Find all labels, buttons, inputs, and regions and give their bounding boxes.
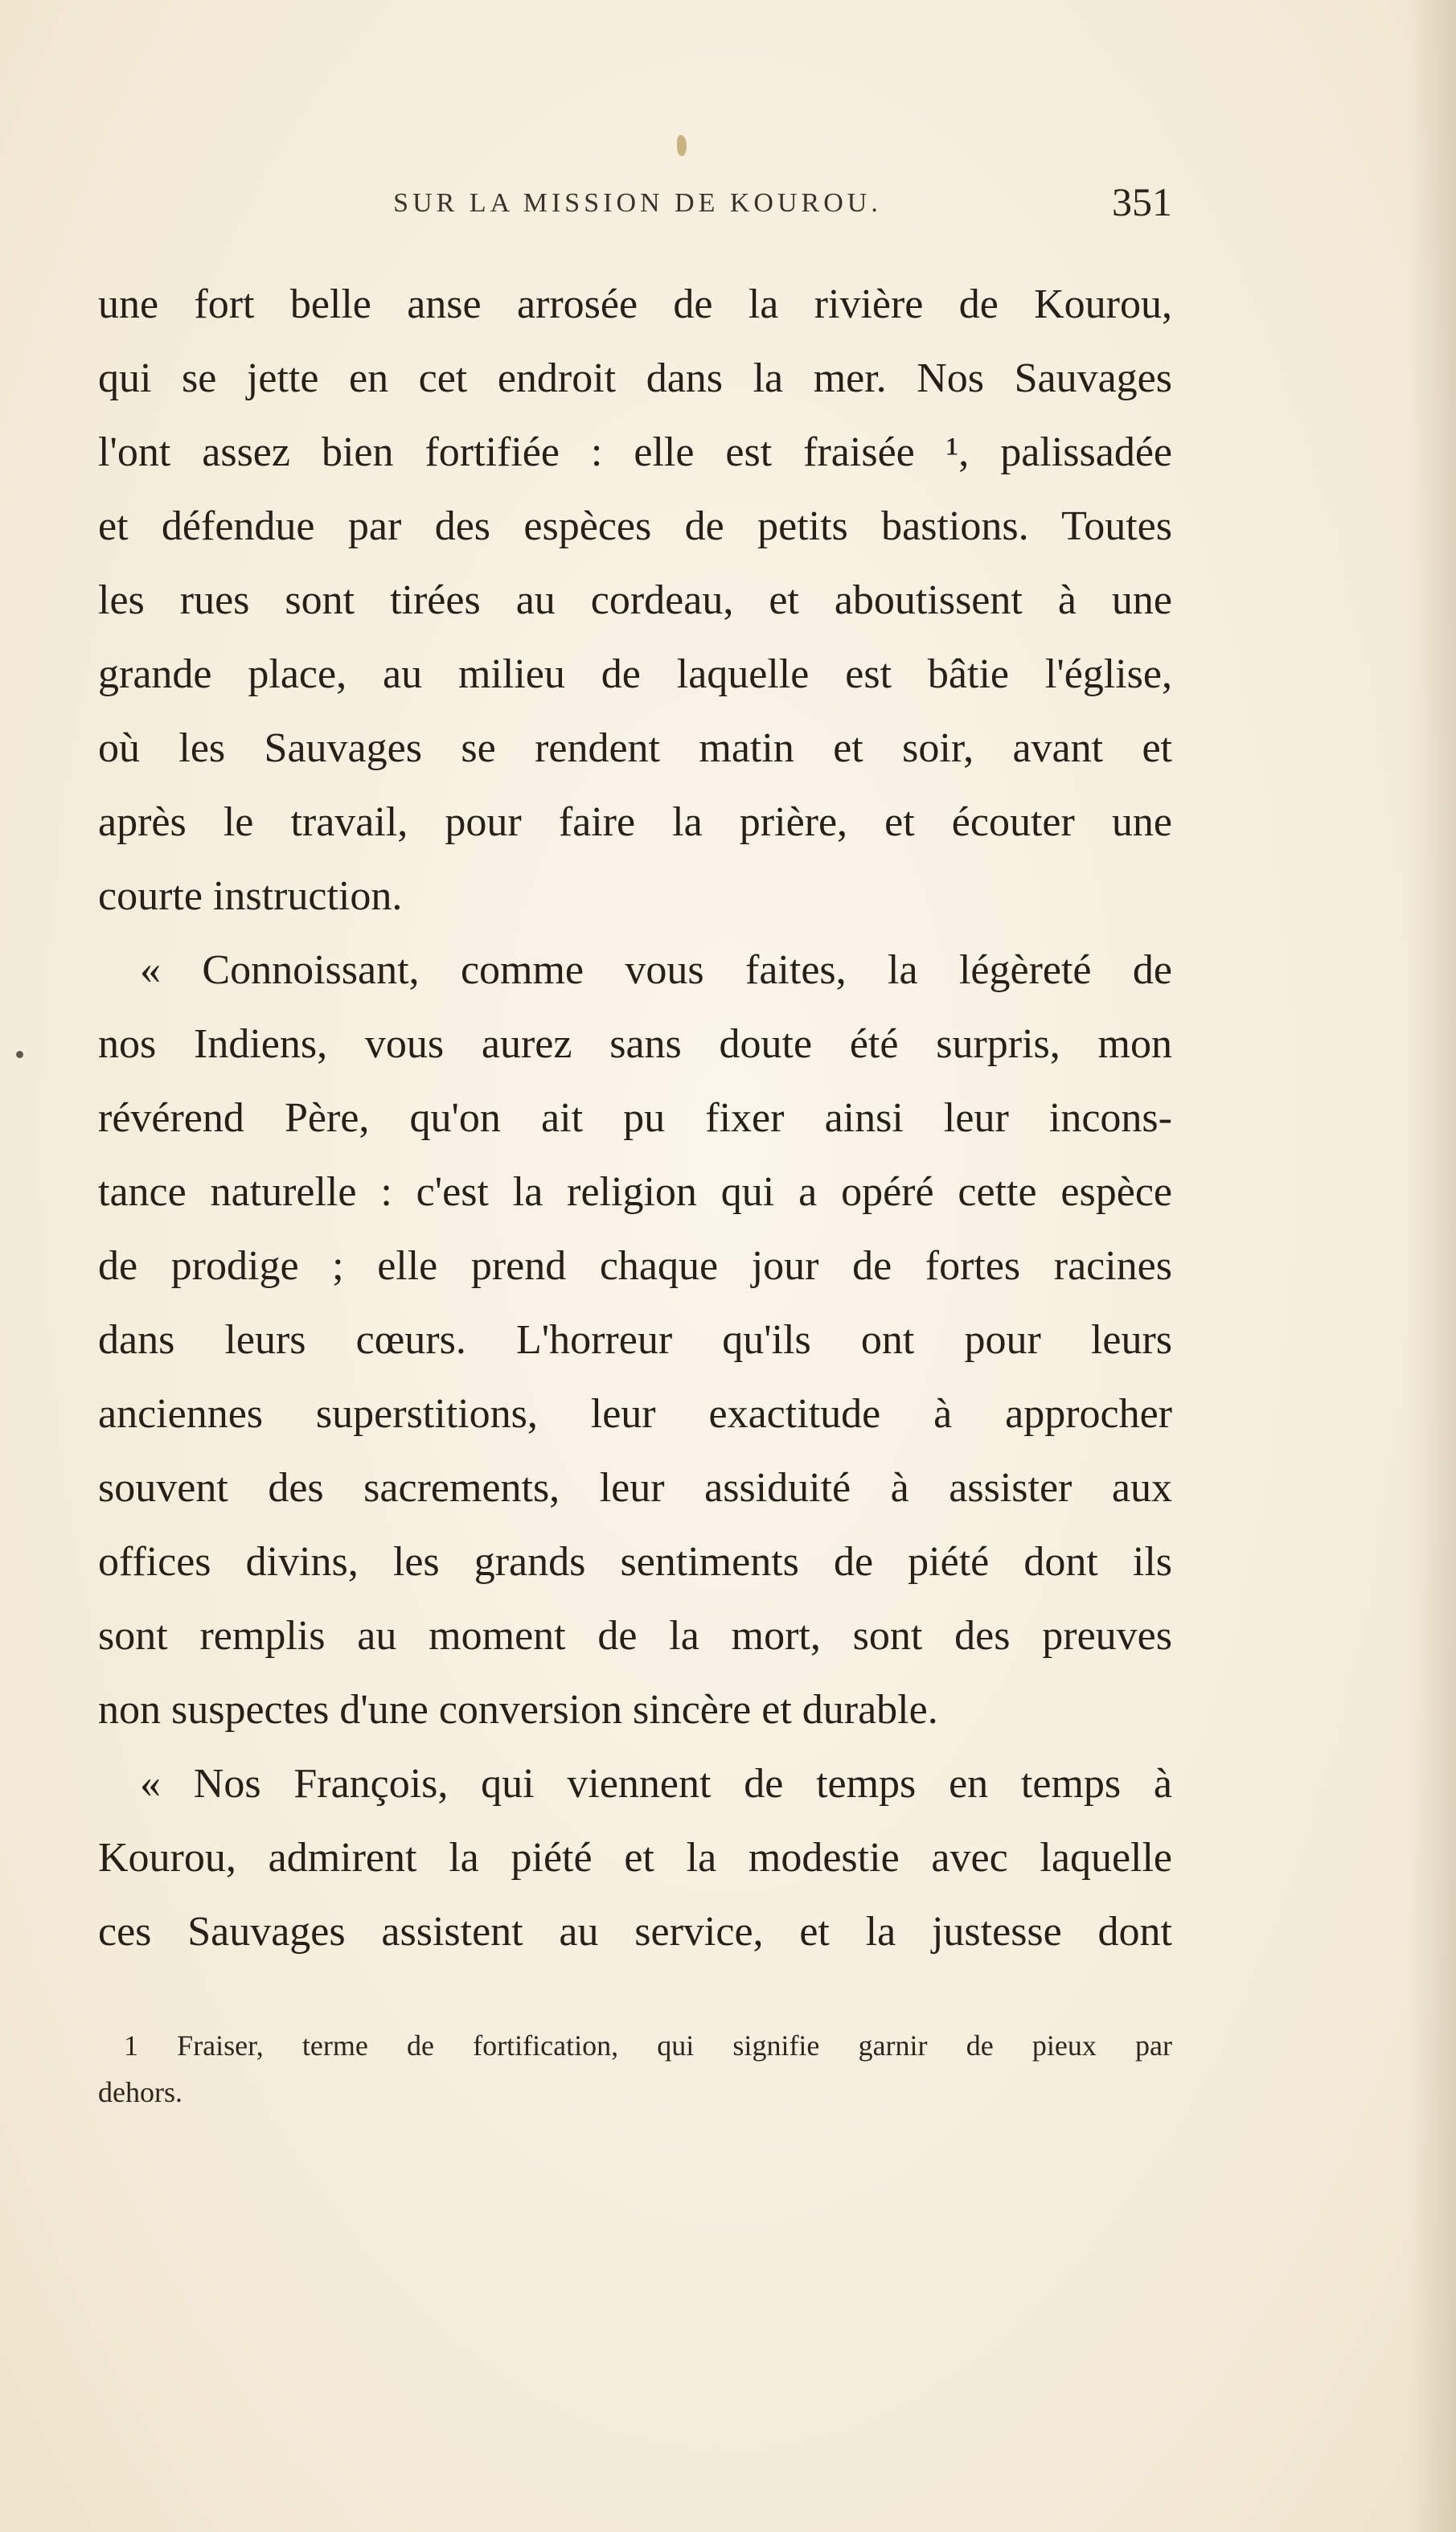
text-line: non suspectes d'une conversion sincère et durable. <box>98 1687 938 1733</box>
text-line: souvent des sacrements, leur assiduité à assister aux <box>98 1465 1172 1511</box>
text-line: nos Indiens, vous aurez sans doute été surpris, mon <box>98 1021 1172 1067</box>
text-line: révérend Père, qu'on ait pu fixer ainsi leur incons- <box>98 1095 1172 1141</box>
ink-mark <box>677 135 687 156</box>
text-line: dans leurs cœurs. L'horreur qu'ils ont pour leurs <box>98 1317 1172 1363</box>
page-header <box>103 179 1172 232</box>
text-line: sont remplis au moment de la mort, sont des preuves <box>98 1613 1172 1659</box>
text-line: offices divins, les grands sentiments de piété dont ils <box>98 1539 1172 1585</box>
text-line: après le travail, pour faire la prière, et écouter une <box>98 799 1172 845</box>
text-line: les rues sont tirées au cordeau, et aboutissent à une <box>98 577 1172 623</box>
text-line: Kourou, admirent la piété et la modestie avec laquelle <box>98 1835 1172 1881</box>
footnote-line: dehors. <box>98 2076 183 2108</box>
text-line: l'ont assez bien fortifiée : elle est fraisée ¹, palissadée <box>98 429 1172 475</box>
text-line: et défendue par des espèces de petits bastions. Toutes <box>98 503 1172 549</box>
page-number: 351 <box>1112 179 1172 224</box>
text-line: tance naturelle : c'est la religion qui a opéré cette espèce <box>98 1169 1172 1215</box>
text-line: « Nos François, qui viennent de temps en temps à <box>140 1761 1172 1807</box>
text-line: anciennes superstitions, leur exactitude à approcher <box>98 1391 1172 1437</box>
text-line: qui se jette en cet endroit dans la mer. Nos Sauvages <box>98 355 1172 401</box>
running-head: SUR LA MISSION DE KOUROU. <box>393 188 882 218</box>
text-line: de prodige ; elle prend chaque jour de fortes racines <box>98 1243 1172 1289</box>
page-edge-shadow <box>1408 0 1456 2532</box>
text-line: une fort belle anse arrosée de la rivière de Kourou, <box>98 281 1172 327</box>
text-line: grande place, au milieu de laquelle est bâtie l'église, <box>98 651 1172 697</box>
margin-mark <box>16 1051 23 1058</box>
text-line: ces Sauvages assistent au service, et la justesse dont <box>98 1909 1172 1955</box>
text-line: courte instruction. <box>98 873 403 919</box>
text-line: où les Sauvages se rendent matin et soir, avant et <box>98 725 1172 771</box>
footnote <box>98 2022 1172 2115</box>
text-line: « Connoissant, comme vous faites, la légèreté de <box>140 947 1172 993</box>
body-text <box>98 268 1172 1969</box>
footnote-line: 1 Fraiser, terme de fortification, qui signifie garnir de pieux par <box>124 2029 1172 2062</box>
